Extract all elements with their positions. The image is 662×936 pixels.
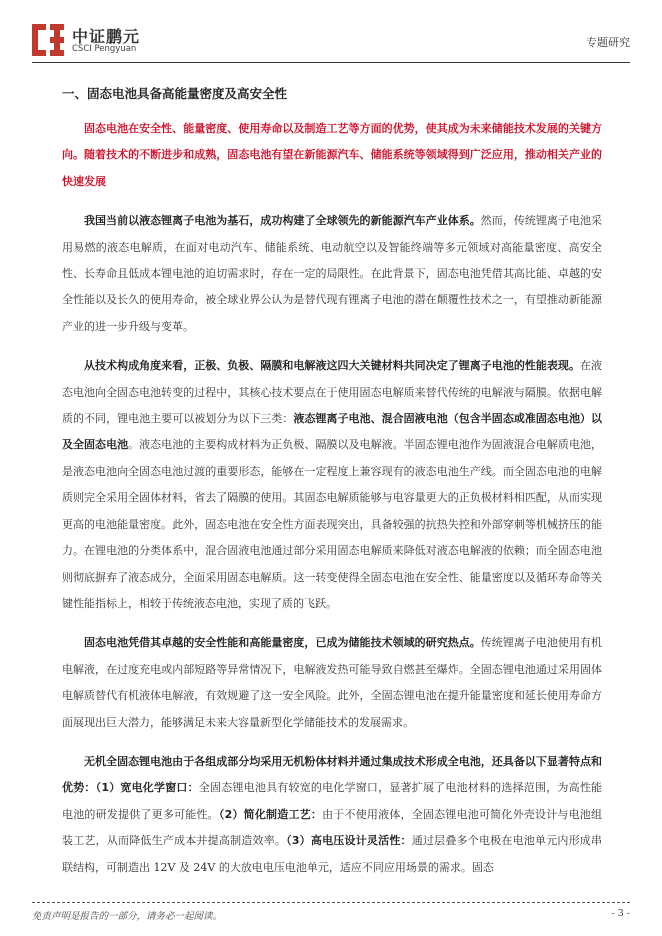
- paragraph-2: [62, 353, 602, 617]
- feature-2-title: （2）简化制造工艺：: [218, 807, 323, 821]
- paragraph-1-lead: 我国当前以液态锂离子电池为基石，成功构建了全球领先的新能源汽车产业体系。: [84, 214, 481, 228]
- feature-1-body: 全固态锂电池具有较宽的电化学窗口，显著扩展了电池材料的选择范围，为高性能电池的研发提供了更多可能性。: [62, 781, 603, 821]
- brand-name-en: CSCI Pengyuan: [72, 44, 137, 54]
- paragraph-1-body: 然而，传统锂离子电池采用易燃的液态电解质，在面对电动汽车、储能系统、电动航空以及智能终端等多元领域对高能量密度、高安全性、长寿命且低成本锂电池的迫切需求时，存在一定的局限性。在此背景下，固态电池凭借其高比能、卓越的安全性能以及长久的使用寿命，被全球业界公认为是替代现有锂离子电池的潜在颠覆性技术之一，有望推动新能源产业的进一步升级与变革。: [62, 214, 602, 333]
- footer-divider: [32, 902, 630, 903]
- feature-3-title: （3）高电压设计灵活性：: [286, 834, 412, 848]
- paragraph-4-lead: 无机全固态锂电池由于各组成部分均采用无机粉体材料并通过集成技术形成全电池，还具备以下显著特点和优势：: [62, 754, 602, 795]
- paragraph-2-types: 液态锂离子电池、混合固液电池（包含半固态或准固态电池）以及全固态电池: [62, 412, 602, 452]
- paragraph-3: [62, 630, 602, 736]
- feature-1-title: （1）宽电化学窗口：: [95, 781, 199, 795]
- footer-disclaimer: 免责声明是报告的一部分，请务必一起阅读。: [32, 911, 223, 922]
- summary-text: 固态电池在安全性、能量密度、使用寿命以及制造工艺等方面的优势，使其成为未来储能技术发展的关键方向。随着技术的不断进步和成熟，固态电池有望在新能源汽车、储能系统等领域得到广泛应用，推动相关产业的快速发展: [62, 122, 602, 188]
- paragraph-2-body-a: 在液态电池向全固态电池转变的过程中，其核心技术要点在于使用固态电解质来替代传统的电解液与隔膜。依据电解质的不同，锂电池主要可以被划分为以下三类：: [62, 359, 603, 426]
- paragraph-4: [62, 749, 602, 881]
- paragraph-3-lead: 固态电池凭借其卓越的安全性能和高能量密度，已成为储能技术领域的研究热点。: [84, 636, 481, 650]
- company-logo-icon: [32, 24, 64, 56]
- paragraph-1: [62, 208, 602, 340]
- paragraph-2-lead: 从技术构成角度来看，正极、负极、隔膜和电解液这四大关键材料共同决定了锂离子电池的性能表现。: [84, 359, 580, 373]
- summary-paragraph: [62, 116, 602, 195]
- paragraph-2-body-b: 。液态电池的主要构成材料为正负极、隔膜以及电解液。半固态锂电池作为固液混合电解质电池，是液态电池向全固态电池过渡的重要形态，能够在一定程度上兼容现有的液态电池生产线。而全固态电池的电解质则完全采用全固体材料，省去了隔膜的使用。其固态电解质能够与电容量更大的正负极材料相匹配，从而实现更高的电池能量密度。此外，固态电池在安全性方面表现突出，具备较强的抗热失控和外部穿刺等机械挤压的能力。在锂电池的分类体系中，混合固液电池通过部分采用固态电解质来降低对液态电解液的依赖；而全固态电池则彻底摒弃了液态成分，全面采用固态电解质。这一转变使得全固态电池在安全性、能量密度以及循环寿命等关键性能指标上，相较于传统液态电池，实现了质的飞跃。: [62, 438, 602, 610]
- header-divider: [32, 62, 630, 63]
- page-header: [0, 0, 662, 70]
- page-number: - 3 -: [611, 908, 630, 919]
- section-title: 一、固态电池具备高能量密度及高安全性: [62, 86, 288, 101]
- report-category: 专题研究: [586, 36, 630, 49]
- feature-2-body: 由于不使用液体，全固态锂电池可简化外壳设计与电池组装工艺，从而降低生产成本并提高制造效率。: [62, 807, 603, 848]
- brand-name-cn: 中证鹏元: [72, 27, 141, 46]
- feature-3-body: 通过层叠多个电极在电池单元内形成串联结构，可制造出 12V 及 24V 的大放电电压电池单元，适应不同应用场景的需求。固态: [62, 834, 603, 874]
- main-content: [62, 84, 602, 894]
- paragraph-3-body: 传统锂离子电池使用有机电解液，在过度充电或内部短路等异常情况下，电解液发热可能导致自燃甚至爆炸。全固态锂电池通过采用固体电解质替代有机液体电解液，有效规避了这一安全风险。此外，全固态锂电池在提升能量密度和延长使用寿命方面展现出巨大潜力，能够满足未来大容量新型化学储能技术的发展需求。: [62, 636, 602, 729]
